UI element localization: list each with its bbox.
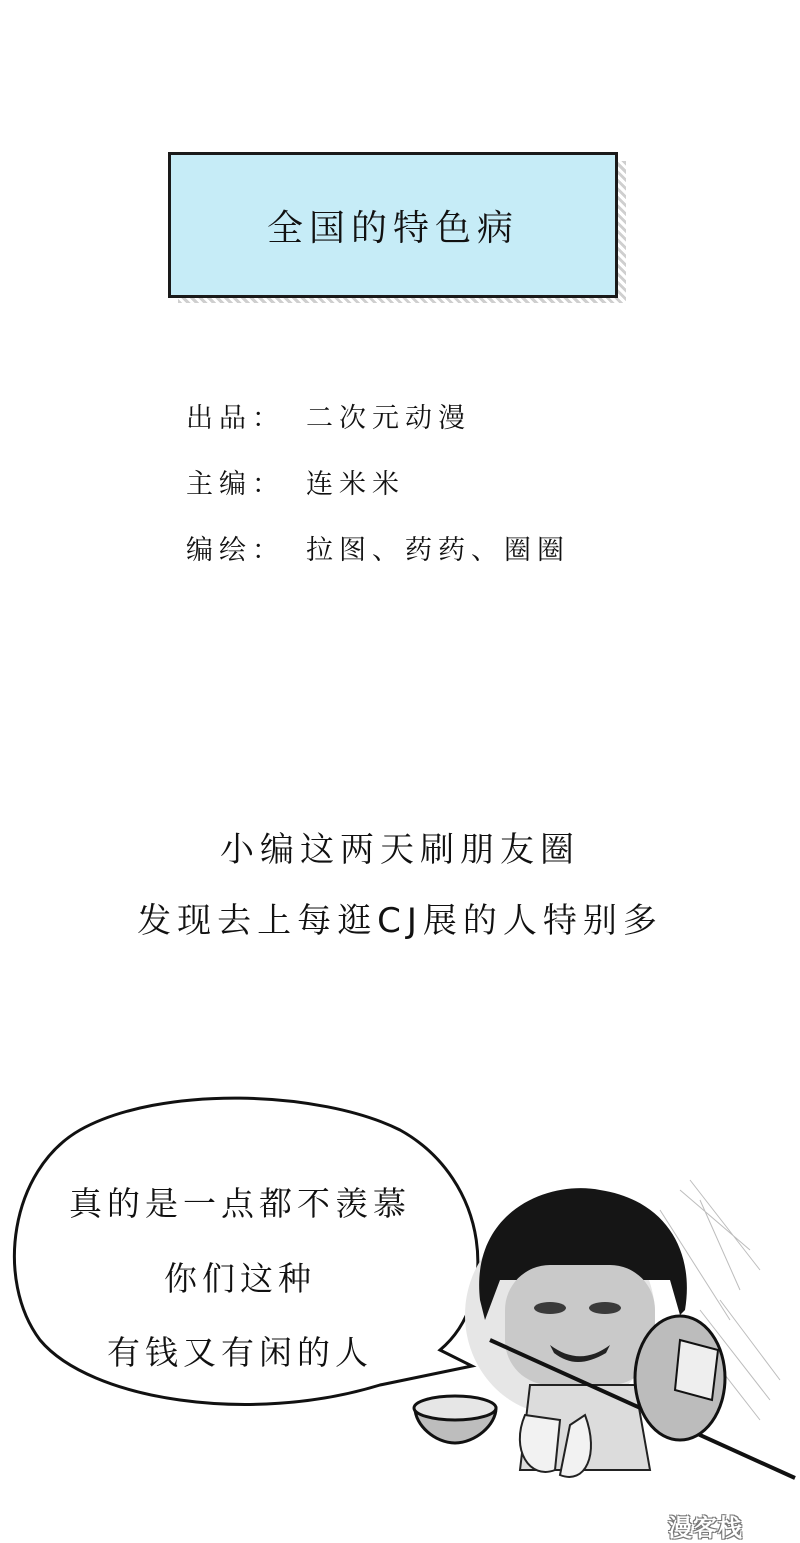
credit-value: 二次元动漫 xyxy=(306,403,471,434)
left-eye xyxy=(534,1302,566,1314)
credit-label: 主编： xyxy=(186,469,285,500)
credit-row-artists xyxy=(186,528,570,594)
bubble-line-1: 真的是一点都不羡慕 xyxy=(69,1184,411,1223)
narration-line-2: 发现去上每逛CJ展的人特别多 xyxy=(137,901,663,941)
beggar-character-illustration xyxy=(400,1160,800,1500)
title-box xyxy=(168,152,618,298)
credit-row-editor xyxy=(186,462,570,528)
credits-block xyxy=(186,396,570,594)
fan-patch xyxy=(675,1340,718,1400)
face xyxy=(505,1265,655,1385)
comic-title: 全国的特色病 xyxy=(266,207,519,249)
credit-value: 拉图、药药、圈圈 xyxy=(306,535,570,566)
right-eye xyxy=(589,1302,621,1314)
bowl-rim xyxy=(414,1396,496,1420)
manke-zhan-watermark: 漫客栈 xyxy=(668,1514,743,1542)
credit-value: 连米米 xyxy=(306,469,405,500)
credit-label: 编绘： xyxy=(186,535,285,566)
narration-line-1: 小编这两天刷朋友圈 xyxy=(220,830,580,870)
credit-row-publisher xyxy=(186,396,570,462)
credit-label: 出品： xyxy=(186,403,285,434)
bubble-line-2: 你们这种 xyxy=(164,1259,316,1298)
bubble-line-3: 有钱又有闲的人 xyxy=(107,1333,373,1372)
